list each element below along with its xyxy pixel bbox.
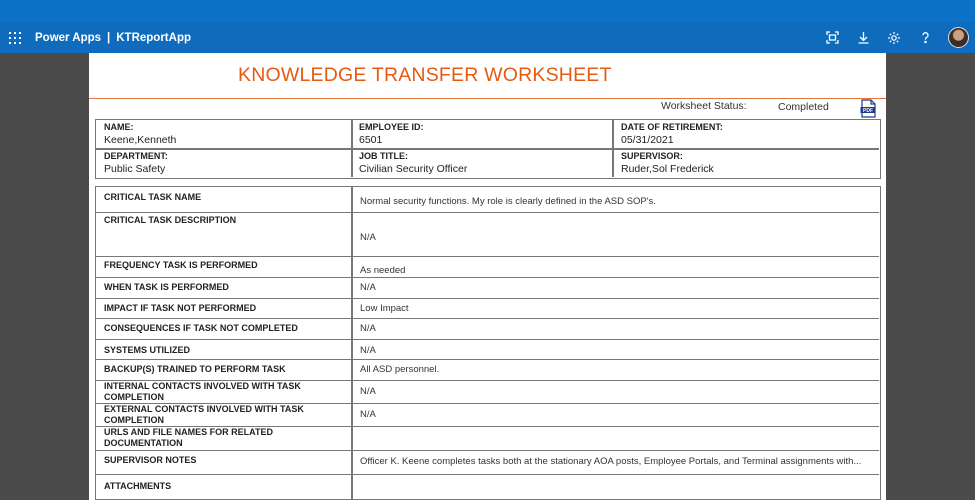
app-name[interactable]: Power Apps — [35, 31, 102, 44]
department-value: Public Safety — [104, 163, 166, 175]
row-label: EXTERNAL CONTACTS INVOLVED WITH TASK COMPLETION — [104, 404, 304, 425]
header-separator: | — [107, 31, 111, 44]
table-row — [96, 381, 879, 404]
name-label: NAME: — [104, 122, 134, 132]
row-label: CRITICAL TASK NAME — [104, 192, 202, 202]
employee-id-cell — [359, 122, 424, 146]
row-label: IMPACT IF TASK NOT PERFORMED — [104, 303, 257, 313]
table-row — [96, 427, 879, 451]
pdf-icon-label: PDF — [863, 107, 873, 114]
row-value[interactable]: N/A — [360, 323, 376, 334]
download-icon[interactable] — [855, 30, 871, 46]
info-divider — [96, 148, 879, 150]
row-label: BACKUP(S) TRAINED TO PERFORM TASK — [104, 364, 286, 374]
row-value[interactable]: N/A — [360, 345, 376, 356]
title-strip — [0, 0, 975, 22]
supervisor-value: Ruder,Sol Frederick — [621, 163, 714, 175]
table-row — [96, 278, 879, 299]
app-header — [0, 22, 975, 53]
row-label: CONSEQUENCES IF TASK NOT COMPLETED — [104, 323, 298, 333]
job-title-cell — [359, 151, 467, 175]
fit-screen-icon[interactable] — [824, 30, 840, 46]
name-value: Keene,Kenneth — [104, 134, 177, 146]
row-value[interactable]: N/A — [360, 409, 376, 420]
employee-info-grid — [95, 119, 881, 179]
user-avatar[interactable] — [948, 27, 969, 48]
row-value[interactable]: N/A — [360, 386, 376, 397]
table-row — [96, 257, 879, 278]
row-label: WHEN TASK IS PERFORMED — [104, 282, 229, 292]
status-value: Completed — [778, 101, 829, 113]
row-label: URLS AND FILE NAMES FOR RELATED DOCUMENTATION — [104, 427, 273, 448]
department-cell — [104, 151, 168, 175]
worksheet-canvas — [89, 53, 886, 500]
supervisor-label: SUPERVISOR: — [621, 151, 683, 161]
department-label: DEPARTMENT: — [104, 151, 168, 161]
row-value[interactable]: Normal security functions. My role is clearly defined in the ASD SOP's. — [360, 196, 656, 207]
retirement-cell — [621, 122, 723, 146]
app-launcher-icon[interactable] — [9, 32, 21, 44]
table-row — [96, 404, 879, 427]
table-row — [96, 451, 879, 475]
job-title-label: JOB TITLE: — [359, 151, 408, 161]
worksheet-title: KNOWLEDGE TRANSFER WORKSHEET — [238, 64, 612, 86]
employee-id-value: 6501 — [359, 134, 383, 146]
title-divider — [89, 98, 886, 99]
row-value[interactable]: N/A — [360, 282, 376, 293]
table-row — [96, 319, 879, 340]
retirement-value: 05/31/2021 — [621, 134, 674, 146]
table-row — [96, 475, 879, 499]
task-table — [95, 186, 881, 500]
settings-icon[interactable] — [886, 30, 902, 46]
pdf-export-icon[interactable] — [860, 99, 877, 118]
table-row — [96, 187, 879, 213]
name-cell — [104, 122, 176, 146]
table-row — [96, 360, 879, 381]
row-label: SUPERVISOR NOTES — [104, 455, 197, 465]
retirement-label: DATE OF RETIREMENT: — [621, 122, 723, 132]
employee-id-label: EMPLOYEE ID: — [359, 122, 424, 132]
row-label: INTERNAL CONTACTS INVOLVED WITH TASK COMPLETION — [104, 381, 301, 402]
row-label: CRITICAL TASK DESCRIPTION — [104, 215, 237, 225]
supervisor-cell — [621, 151, 714, 175]
status-label: Worksheet Status: — [661, 100, 747, 112]
help-icon[interactable] — [917, 30, 933, 46]
job-title-value: Civilian Security Officer — [359, 163, 468, 175]
table-row — [96, 213, 879, 257]
report-name: KTReportApp — [116, 31, 191, 44]
row-label: FREQUENCY TASK IS PERFORMED — [104, 260, 258, 270]
row-value[interactable]: Low Impact — [360, 303, 409, 314]
row-value[interactable]: As needed — [360, 265, 406, 276]
row-value[interactable]: Officer K. Keene completes tasks both at the stationary AOA posts, Employee Portals, and Terminal assignments with... — [360, 456, 862, 467]
row-label: ATTACHMENTS — [104, 481, 172, 491]
table-row — [96, 299, 879, 319]
table-row — [96, 340, 879, 360]
row-value[interactable]: N/A — [360, 232, 376, 243]
row-label: SYSTEMS UTILIZED — [104, 345, 191, 355]
row-value[interactable]: All ASD personnel. — [360, 364, 440, 375]
